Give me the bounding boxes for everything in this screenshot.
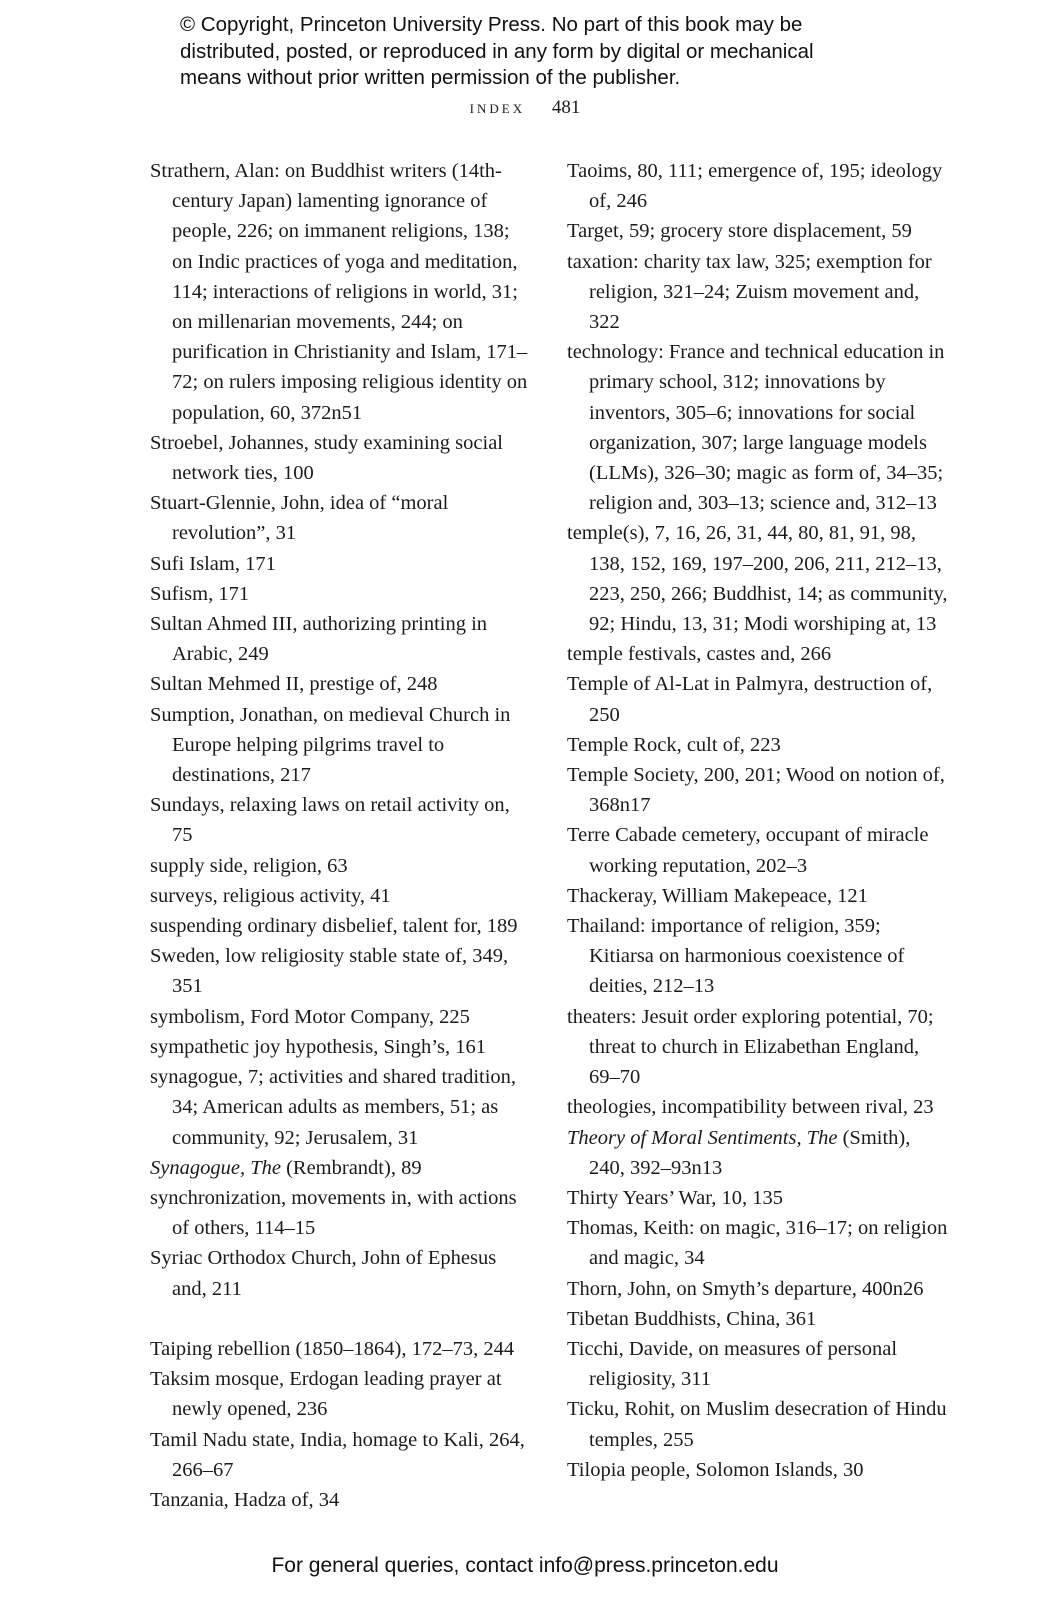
footer-contact	[0, 1554, 1050, 1578]
index-entry: Stroebel, Johannes, study examining social network ties, 100	[150, 431, 503, 485]
index-entry: Thackeray, William Makepeace, 121	[567, 884, 868, 907]
index-entry: Synagogue, The (Rembrandt), 89	[150, 1156, 422, 1179]
index-entry: Sweden, low religiosity stable state of, 349, 351	[150, 945, 509, 998]
footer-text: For general queries,	[271, 1554, 460, 1577]
index-entry: sympathetic joy hypothesis, Singh’s, 161	[150, 1035, 486, 1058]
index-entry: Sumption, Jonathan, on medieval Church in Europe helping pilgrims travel to destinations, 217	[150, 703, 511, 787]
index-entry: Thailand: importance of religion, 359; Kitiarsa on harmonious coexistence of deities, 212–13	[567, 915, 905, 998]
index-entry: Ticchi, Davide, on measures of personal religiosity, 311	[567, 1337, 898, 1391]
index-entry: Temple of Al-Lat in Palmyra, destruction of, 250	[567, 673, 933, 726]
index-entry: Sundays, relaxing laws on retail activity on, 75	[150, 794, 510, 847]
copyright-line: distributed, posted, or reproduced in any form by digital or mechanical	[180, 39, 814, 63]
copyright-line: means without prior written permission of the publisher.	[180, 66, 681, 89]
index-entry: taxation: charity tax law, 325; exemption for religion, 321–24; Zuism movement and, 322	[567, 250, 932, 334]
index-entry: Strathern, Alan: on Buddhist writers (14th-century Japan) lamenting ignorance of people, 226; on immanent religions, 138; on Indic practices of yoga and meditation, 114; interactions of religions in world, 31; on millenarian movements, 244; on purification in Christianity and Islam, 171–72; on rulers imposing religious identity on population, 60, 372n51	[150, 160, 528, 424]
copyright-line: © Copyright, Princeton University Press. No part of this book may be	[180, 13, 803, 36]
index-entry: Thomas, Keith: on magic, 316–17; on religion and magic, 34	[567, 1217, 948, 1270]
index-entry: Thorn, John, on Smyth’s departure, 400n26	[567, 1277, 924, 1300]
index-entry: theologies, incompatibility between rival, 23	[567, 1096, 934, 1119]
index-column-left	[150, 156, 532, 1515]
index-entry: Sultan Ahmed III, authorizing printing in Arabic, 249	[150, 613, 488, 666]
page-number: 481	[551, 97, 581, 118]
copyright-notice	[180, 12, 940, 92]
running-head	[0, 97, 1050, 119]
index-entry: suspending ordinary disbelief, talent for, 189	[150, 915, 518, 938]
index-entry: Temple Rock, cult of, 223	[567, 733, 781, 756]
index-entry: Taksim mosque, Erdogan leading prayer at newly opened, 236	[150, 1368, 502, 1421]
index-entry: synchronization, movements in, with actions of others, 114–15	[150, 1186, 517, 1240]
index-entry: Sufism, 171	[150, 582, 250, 605]
index-entry: Terre Cabade cemetery, occupant of miracle working reputation, 202–3	[567, 824, 929, 877]
index-entry: Stuart-Glennie, John, idea of “moral revolution”, 31	[150, 492, 449, 545]
index-entry: Temple Society, 200, 201; Wood on notion of, 368n17	[567, 764, 945, 817]
index-entry: temple(s), 7, 16, 26, 31, 44, 80, 81, 91, 98, 138, 152, 169, 197–200, 206, 211, 212–13, 223, 250, 266; Buddhist, 14; as community, 92; Hindu, 13, 31; Modi worshiping at, 13	[567, 522, 948, 636]
letter-section-gap	[150, 1304, 532, 1334]
index-entry: Theory of Moral Sentiments, The (Smith), 240, 392–93n13	[567, 1126, 911, 1179]
index-entry: supply side, religion, 63	[150, 854, 348, 877]
index-entry: theaters: Jesuit order exploring potential, 70; threat to church in Elizabethan England, 69–70	[567, 1005, 934, 1089]
index-entry: Taoims, 80, 111; emergence of, 195; ideology of, 246	[567, 160, 943, 213]
index-entry: Tibetan Buddhists, China, 361	[567, 1307, 817, 1330]
index-entry: Tamil Nadu state, India, homage to Kali, 264, 266–67	[150, 1428, 525, 1481]
index-entry: Target, 59; grocery store displacement, 59	[567, 220, 912, 243]
index-entry: Taiping rebellion (1850–1864), 172–73, 244	[150, 1337, 515, 1360]
running-head-label: index	[469, 97, 526, 118]
index-entry: Tilopia people, Solomon Islands, 30	[567, 1458, 864, 1481]
index-entry: Tanzania, Hadza of, 34	[150, 1488, 340, 1511]
index-entry: Ticku, Rohit, on Muslim desecration of Hindu temples, 255	[567, 1398, 947, 1451]
index-entry: surveys, religious activity, 41	[150, 884, 391, 907]
index-entry: symbolism, Ford Motor Company, 225	[150, 1005, 470, 1028]
footer-email: contact info@press.princeton.edu	[465, 1554, 779, 1577]
index-entry: temple festivals, castes and, 266	[567, 643, 832, 666]
index-entry: synagogue, 7; activities and shared tradition, 34; American adults as members, 51; as community, 92; Jerusalem, 31	[150, 1066, 517, 1149]
index-entry: Sufi Islam, 171	[150, 552, 276, 575]
index-entry: Thirty Years’ War, 10, 135	[567, 1186, 783, 1209]
index-entry: technology: France and technical education in primary school, 312; innovations by inventors, 305–6; innovations for social organization, 307; large language models (LLMs), 326–30; magic as form of, 34–35; religion and, 303–13; science and, 312–13	[567, 341, 945, 515]
index-column-right	[567, 156, 949, 1485]
index-entry: Sultan Mehmed II, prestige of, 248	[150, 673, 438, 696]
index-entry: Syriac Orthodox Church, John of Ephesus and, 211	[150, 1247, 497, 1300]
